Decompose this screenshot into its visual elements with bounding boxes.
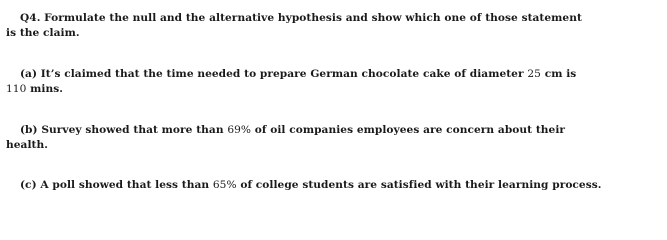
question-title-continuation: is the claim. [6, 27, 80, 39]
part-b-line-1 [20, 124, 565, 137]
part-c-percent-value: 65% [212, 179, 237, 191]
part-c-line-1 [20, 179, 602, 192]
part-a-unit-text: cm is [540, 68, 577, 80]
part-b-line-2 [6, 139, 48, 152]
part-a-text: (a) It’s claimed that the time needed to prepare German chocolate cake of diameter [20, 68, 528, 80]
part-a-diameter-value: 25 [527, 68, 541, 80]
part-b-text-before: (b) Survey showed that more than [20, 124, 228, 136]
part-c-text-before: (c) A poll showed that less than [20, 179, 213, 191]
question-title-text: Q4. Formulate the null and the alternative hypothesis and show which one of those statement [20, 12, 582, 24]
part-a-time-value: 110 [6, 83, 27, 95]
part-a-time-unit: mins. [26, 83, 63, 95]
part-a-line-2 [6, 83, 63, 96]
part-b-text-after: of oil companies employees are concern about their [251, 124, 566, 136]
part-c-text-after: of college students are satisfied with their learning process. [236, 179, 602, 191]
part-b-percent-value: 69% [227, 124, 252, 136]
part-b-continuation: health. [6, 139, 48, 151]
part-a-line-1 [20, 68, 576, 81]
question-title-line-2 [6, 27, 80, 40]
question-title-line-1 [20, 12, 582, 25]
